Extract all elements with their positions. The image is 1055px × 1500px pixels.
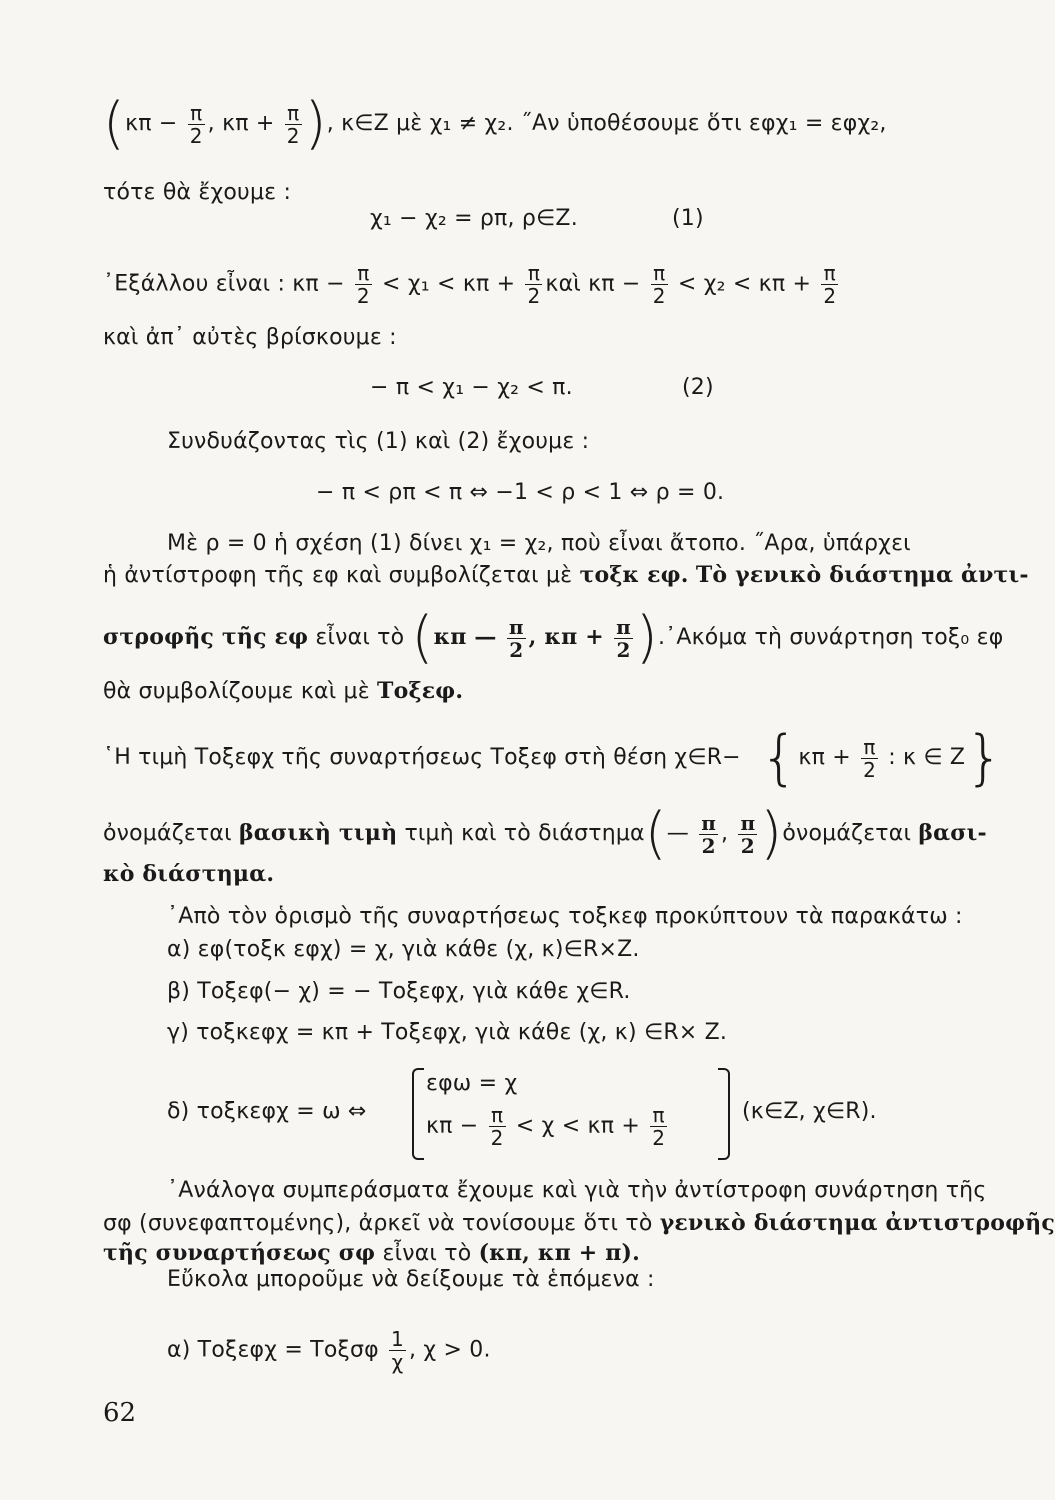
text-line: κὸ διάστημα. xyxy=(103,861,275,887)
text-line: θὰ συμβολίζουμε καὶ μὲ Τοξεφ. xyxy=(103,678,464,704)
open-paren: ( xyxy=(103,91,126,156)
text-line: ἡ ἀντίστροφη τῆς εφ καὶ συμβολίζεται μὲ τοξκ εφ. Τὸ γενικὸ διάστημα ἀντι- xyxy=(103,562,1029,588)
text-line: Εὔκολα μποροῦμε νὰ δείξουμε τὰ ἑπόμενα : xyxy=(167,1267,655,1292)
text-line: Μὲ ρ = 0 ἡ σχέση (1) δίνει χ₁ = χ₂, ποὺ εἶναι ἄτοπο. ˝Αρα, ὑπάρχει xyxy=(167,531,911,556)
text-line: ᾿Απὸ τὸν ὁρισμὸ τῆς συναρτήσεως τοξκεφ προκύπτουν τὰ παρακάτω : xyxy=(167,904,963,929)
page-number: 62 xyxy=(103,1398,137,1428)
inequality-line: ᾿Εξάλλου εἶναι : κπ − $\frac{\pi}{2}$ < χ₁ < κπ + $\frac{\pi}{2}$ καὶ κπ − $\frac{\pi}{2}$ < χ₂ < κπ + $\frac{\pi}{2}$ xyxy=(103,261,837,308)
principal-interval-line: ὀνομάζεται βασικὴ τιμὴ τιμὴ καὶ τὸ διάστημα(— $\frac{\pi}{2}$ , $\frac{\pi}{2}$ )ὀνομάζεται βασι- xyxy=(103,801,987,866)
equation-system: εφω = χ κπ − $\frac{\pi}{2}$ < χ < κπ + $\frac{\pi}{2}$ xyxy=(412,1068,730,1156)
text-line: Συνδυάζοντας τὶς (1) καὶ (2) ἔχουμε : xyxy=(167,429,590,454)
equation-2-tag: (2) xyxy=(682,375,714,400)
property-b: β) Τοξεφ(− χ) = − Τοξεφχ, γιὰ κάθε χ∈R. xyxy=(167,979,631,1004)
fraction: $\frac{\pi}{2}$ xyxy=(189,100,203,148)
text-line: ᾿Ανάλογα συμπεράσματα ἔχουμε καὶ γιὰ τὴν ἀντίστροφη συνάρτηση τῆς xyxy=(167,1178,987,1203)
last-formula: α) Τοξεφχ = Τοξσφ $\frac{1}{\chi}$ , χ > 0. xyxy=(167,1327,491,1374)
principal-value-line: ῾Η τιμὴ Τοξεφχ τῆς συναρτήσεως Τοξεφ στὴ θέση χ∈R− {κπ + $\frac{\pi}{2}$ : κ ∈ Z} xyxy=(103,723,1004,793)
equation-2: − π < χ₁ − χ₂ < π. xyxy=(370,375,573,400)
fraction: $\frac{\pi}{2}$ xyxy=(286,100,300,148)
property-a: α) εφ(τοξκ εφχ) = χ, γιὰ κάθε (χ, κ)∈R×Z. xyxy=(167,937,640,962)
equation-1: χ₁ − χ₂ = ρπ, ρ∈Z. xyxy=(370,206,578,231)
general-interval-line: στροφῆς τῆς εφ εἶναι τὸ (κπ — $\frac{\pi}{2}$ , κπ + $\frac{\pi}{2}$ ).᾿Ακόμα τὴ συνάρτηση τοξ₀ εφ xyxy=(103,605,1004,670)
text-line: τότε θὰ ἔχουμε : xyxy=(103,180,292,205)
close-paren: ) xyxy=(304,91,327,156)
text-line: τῆς συναρτήσεως σφ εἶναι τὸ (κπ, κπ + π). xyxy=(103,1240,641,1266)
text-line: καὶ ἀπ᾿ αὐτὲς βρίσκουμε : xyxy=(103,325,397,350)
equation-1-tag: (1) xyxy=(672,206,704,231)
property-c: γ) τοξκεφχ = κπ + Τοξεφχ, γιὰ κάθε (χ, κ) ∈R× Z. xyxy=(167,1020,728,1045)
text-line: σφ (συνεφαπτομένης), ἀρκεῖ νὰ τονίσουμε ὅτι τὸ γενικὸ διάστημα ἀντιστροφῆς xyxy=(103,1210,1055,1236)
property-d-left: δ) τοξκεφχ = ω ⇔ xyxy=(167,1099,367,1124)
line-interval-condition: (κπ − $\frac{\pi}{2}$ , κπ + $\frac{\pi}{2}$ ), κ∈Z μὲ χ₁ ≠ χ₂. ˝Αν ὑποθέσουμε ὅτι εφχ₁ = εφχ₂, xyxy=(103,91,887,156)
equation-3: − π < ρπ < π ⇔ −1 < ρ < 1 ⇔ ρ = 0. xyxy=(316,480,725,505)
property-d-right: (κ∈Z, χ∈R). xyxy=(742,1099,877,1124)
